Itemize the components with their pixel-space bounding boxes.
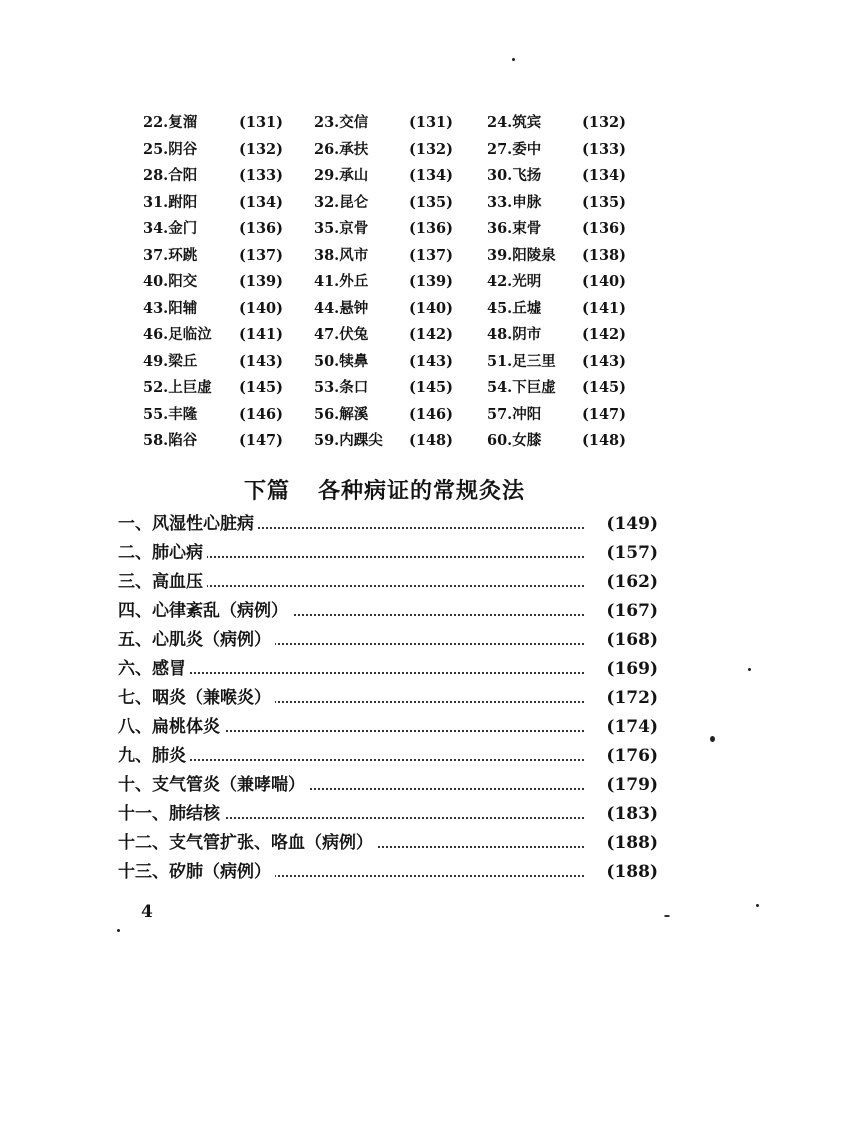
acupoint-page: (143) bbox=[409, 352, 453, 370]
acupoint-row bbox=[143, 243, 663, 270]
acupoint-name: 50.犊鼻 bbox=[314, 352, 369, 370]
scan-speck bbox=[664, 915, 670, 917]
acupoint-row bbox=[143, 190, 663, 217]
toc-page: (168) bbox=[606, 630, 658, 650]
toc-entry[interactable] bbox=[118, 800, 658, 829]
toc-page: (157) bbox=[606, 543, 658, 563]
toc-entry[interactable] bbox=[118, 713, 658, 742]
acupoint-page: (134) bbox=[409, 167, 453, 184]
toc-entry[interactable] bbox=[118, 742, 658, 771]
acupoint-page: (134) bbox=[239, 193, 283, 211]
acupoint-name: 59.内踝尖 bbox=[314, 432, 383, 449]
acupoint-page: (141) bbox=[239, 326, 283, 343]
toc-page: (174) bbox=[606, 717, 658, 737]
toc-title: 十、支气管炎（兼哮喘） bbox=[118, 771, 309, 800]
acupoint-page: (132) bbox=[409, 140, 453, 158]
acupoint-page: (136) bbox=[239, 220, 283, 237]
section-heading bbox=[244, 474, 525, 505]
toc-entry[interactable] bbox=[118, 684, 658, 713]
acupoint-name: 53.条口 bbox=[314, 379, 369, 396]
acupoint-page: (147) bbox=[239, 432, 283, 449]
scan-speck bbox=[117, 929, 120, 932]
toc-page: (176) bbox=[606, 746, 658, 766]
toc-page: (169) bbox=[606, 659, 658, 679]
acupoint-name: 52.上巨虚 bbox=[143, 379, 212, 396]
acupoint-name: 43.阳辅 bbox=[143, 299, 198, 317]
acupoint-name: 36.束骨 bbox=[487, 220, 542, 237]
acupoint-page: (139) bbox=[239, 273, 283, 290]
toc-title: 七、咽炎（兼喉炎） bbox=[118, 684, 275, 713]
toc-entry[interactable] bbox=[118, 771, 658, 800]
acupoint-index bbox=[143, 110, 663, 455]
acupoint-row bbox=[143, 110, 663, 137]
acupoint-name: 42.光明 bbox=[487, 273, 542, 290]
acupoint-page: (136) bbox=[409, 220, 453, 237]
acupoint-page: (145) bbox=[409, 379, 453, 396]
acupoint-name: 39.阳陵泉 bbox=[487, 246, 556, 264]
acupoint-name: 26.承扶 bbox=[314, 140, 369, 158]
acupoint-name: 46.足临泣 bbox=[143, 326, 212, 343]
acupoint-page: (131) bbox=[239, 114, 283, 131]
acupoint-name: 47.伏兔 bbox=[314, 326, 369, 343]
acupoint-name: 29.承山 bbox=[314, 167, 369, 184]
toc-title: 三、高血压 bbox=[118, 568, 207, 597]
toc-entry[interactable] bbox=[118, 626, 658, 655]
acupoint-page: (137) bbox=[409, 246, 453, 264]
acupoint-page: (132) bbox=[582, 114, 626, 131]
acupoint-page: (143) bbox=[239, 352, 283, 370]
acupoint-name: 33.申脉 bbox=[487, 193, 542, 211]
toc-title: 九、肺炎 bbox=[118, 742, 190, 771]
acupoint-row bbox=[143, 269, 663, 296]
toc-entry[interactable] bbox=[118, 597, 658, 626]
toc-entry[interactable] bbox=[118, 655, 658, 684]
acupoint-page: (140) bbox=[409, 299, 453, 317]
acupoint-page: (148) bbox=[409, 432, 453, 449]
acupoint-page: (148) bbox=[582, 432, 626, 449]
acupoint-row bbox=[143, 375, 663, 402]
toc-title: 八、扁桃体炎 bbox=[118, 713, 224, 742]
acupoint-page: (138) bbox=[582, 246, 626, 264]
acupoint-page: (141) bbox=[582, 299, 626, 317]
acupoint-name: 60.女膝 bbox=[487, 432, 542, 449]
acupoint-name: 30.飞扬 bbox=[487, 167, 542, 184]
acupoint-row bbox=[143, 137, 663, 164]
acupoint-page: (135) bbox=[409, 193, 453, 211]
acupoint-row bbox=[143, 322, 663, 349]
page-number: 4 bbox=[141, 902, 153, 922]
acupoint-page: (140) bbox=[582, 273, 626, 290]
acupoint-name: 22.复溜 bbox=[143, 114, 198, 131]
acupoint-page: (133) bbox=[582, 140, 626, 158]
acupoint-row bbox=[143, 296, 663, 323]
acupoint-page: (134) bbox=[582, 167, 626, 184]
toc-entry[interactable] bbox=[118, 539, 658, 568]
acupoint-name: 41.外丘 bbox=[314, 273, 369, 290]
toc-title: 十一、肺结核 bbox=[118, 800, 224, 829]
acupoint-page: (133) bbox=[239, 167, 283, 184]
acupoint-page: (135) bbox=[582, 193, 626, 211]
acupoint-name: 56.解溪 bbox=[314, 405, 369, 423]
scan-speck bbox=[512, 58, 515, 61]
acupoint-name: 31.跗阳 bbox=[143, 193, 198, 211]
acupoint-page: (132) bbox=[239, 140, 283, 158]
acupoint-row bbox=[143, 349, 663, 376]
acupoint-page: (145) bbox=[582, 379, 626, 396]
toc-title: 六、感冒 bbox=[118, 655, 190, 684]
acupoint-name: 57.冲阳 bbox=[487, 405, 542, 423]
acupoint-name: 32.昆仑 bbox=[314, 193, 369, 211]
scan-speck bbox=[748, 668, 751, 671]
acupoint-page: (143) bbox=[582, 352, 626, 370]
toc-entry[interactable] bbox=[118, 510, 658, 539]
acupoint-name: 55.丰隆 bbox=[143, 405, 198, 423]
toc-page: (188) bbox=[606, 833, 658, 853]
toc-page: (149) bbox=[606, 514, 658, 534]
acupoint-name: 23.交信 bbox=[314, 114, 369, 131]
section-part: 下篇 bbox=[244, 478, 291, 504]
acupoint-name: 38.风市 bbox=[314, 246, 369, 264]
toc-page: (162) bbox=[606, 572, 658, 592]
acupoint-page: (142) bbox=[409, 326, 453, 343]
acupoint-name: 37.环跳 bbox=[143, 246, 198, 264]
acupoint-name: 49.梁丘 bbox=[143, 352, 198, 370]
acupoint-page: (139) bbox=[409, 273, 453, 290]
acupoint-page: (146) bbox=[239, 405, 283, 423]
acupoint-row bbox=[143, 402, 663, 429]
acupoint-name: 40.阳交 bbox=[143, 273, 198, 290]
toc-title: 十二、支气管扩张、咯血（病例） bbox=[118, 829, 377, 858]
toc-entry[interactable] bbox=[118, 858, 658, 887]
acupoint-page: (146) bbox=[409, 405, 453, 423]
acupoint-page: (131) bbox=[409, 114, 453, 131]
scan-speck bbox=[710, 736, 715, 742]
toc-title: 二、肺心病 bbox=[118, 539, 207, 568]
acupoint-name: 34.金门 bbox=[143, 220, 198, 237]
acupoint-name: 54.下巨虚 bbox=[487, 379, 556, 396]
toc-title: 一、风湿性心脏病 bbox=[118, 510, 258, 539]
acupoint-name: 58.陷谷 bbox=[143, 432, 198, 449]
acupoint-name: 25.阴谷 bbox=[143, 140, 198, 158]
toc-entry[interactable] bbox=[118, 829, 658, 858]
toc-page: (179) bbox=[606, 775, 658, 795]
toc-page: (183) bbox=[606, 804, 658, 824]
acupoint-page: (145) bbox=[239, 379, 283, 396]
toc-title: 四、心律紊乱（病例） bbox=[118, 597, 292, 626]
table-of-contents bbox=[118, 510, 658, 887]
toc-page: (188) bbox=[606, 862, 658, 882]
acupoint-page: (136) bbox=[582, 220, 626, 237]
acupoint-name: 28.合阳 bbox=[143, 167, 198, 184]
acupoint-name: 44.悬钟 bbox=[314, 299, 369, 317]
acupoint-name: 24.筑宾 bbox=[487, 114, 542, 131]
acupoint-name: 27.委中 bbox=[487, 140, 542, 158]
scan-speck bbox=[756, 904, 759, 907]
toc-entry[interactable] bbox=[118, 568, 658, 597]
toc-title: 五、心肌炎（病例） bbox=[118, 626, 275, 655]
toc-page: (172) bbox=[606, 688, 658, 708]
acupoint-page: (137) bbox=[239, 246, 283, 264]
acupoint-page: (147) bbox=[582, 405, 626, 423]
toc-title: 十三、矽肺（病例） bbox=[118, 858, 275, 887]
acupoint-name: 51.足三里 bbox=[487, 352, 556, 370]
acupoint-name: 45.丘墟 bbox=[487, 299, 542, 317]
acupoint-row bbox=[143, 163, 663, 190]
toc-page: (167) bbox=[606, 601, 658, 621]
acupoint-row bbox=[143, 428, 663, 455]
acupoint-page: (140) bbox=[239, 299, 283, 317]
acupoint-name: 35.京骨 bbox=[314, 220, 369, 237]
acupoint-row bbox=[143, 216, 663, 243]
acupoint-name: 48.阴市 bbox=[487, 326, 542, 343]
acupoint-page: (142) bbox=[582, 326, 626, 343]
section-title: 各种病证的常规灸法 bbox=[318, 478, 526, 504]
